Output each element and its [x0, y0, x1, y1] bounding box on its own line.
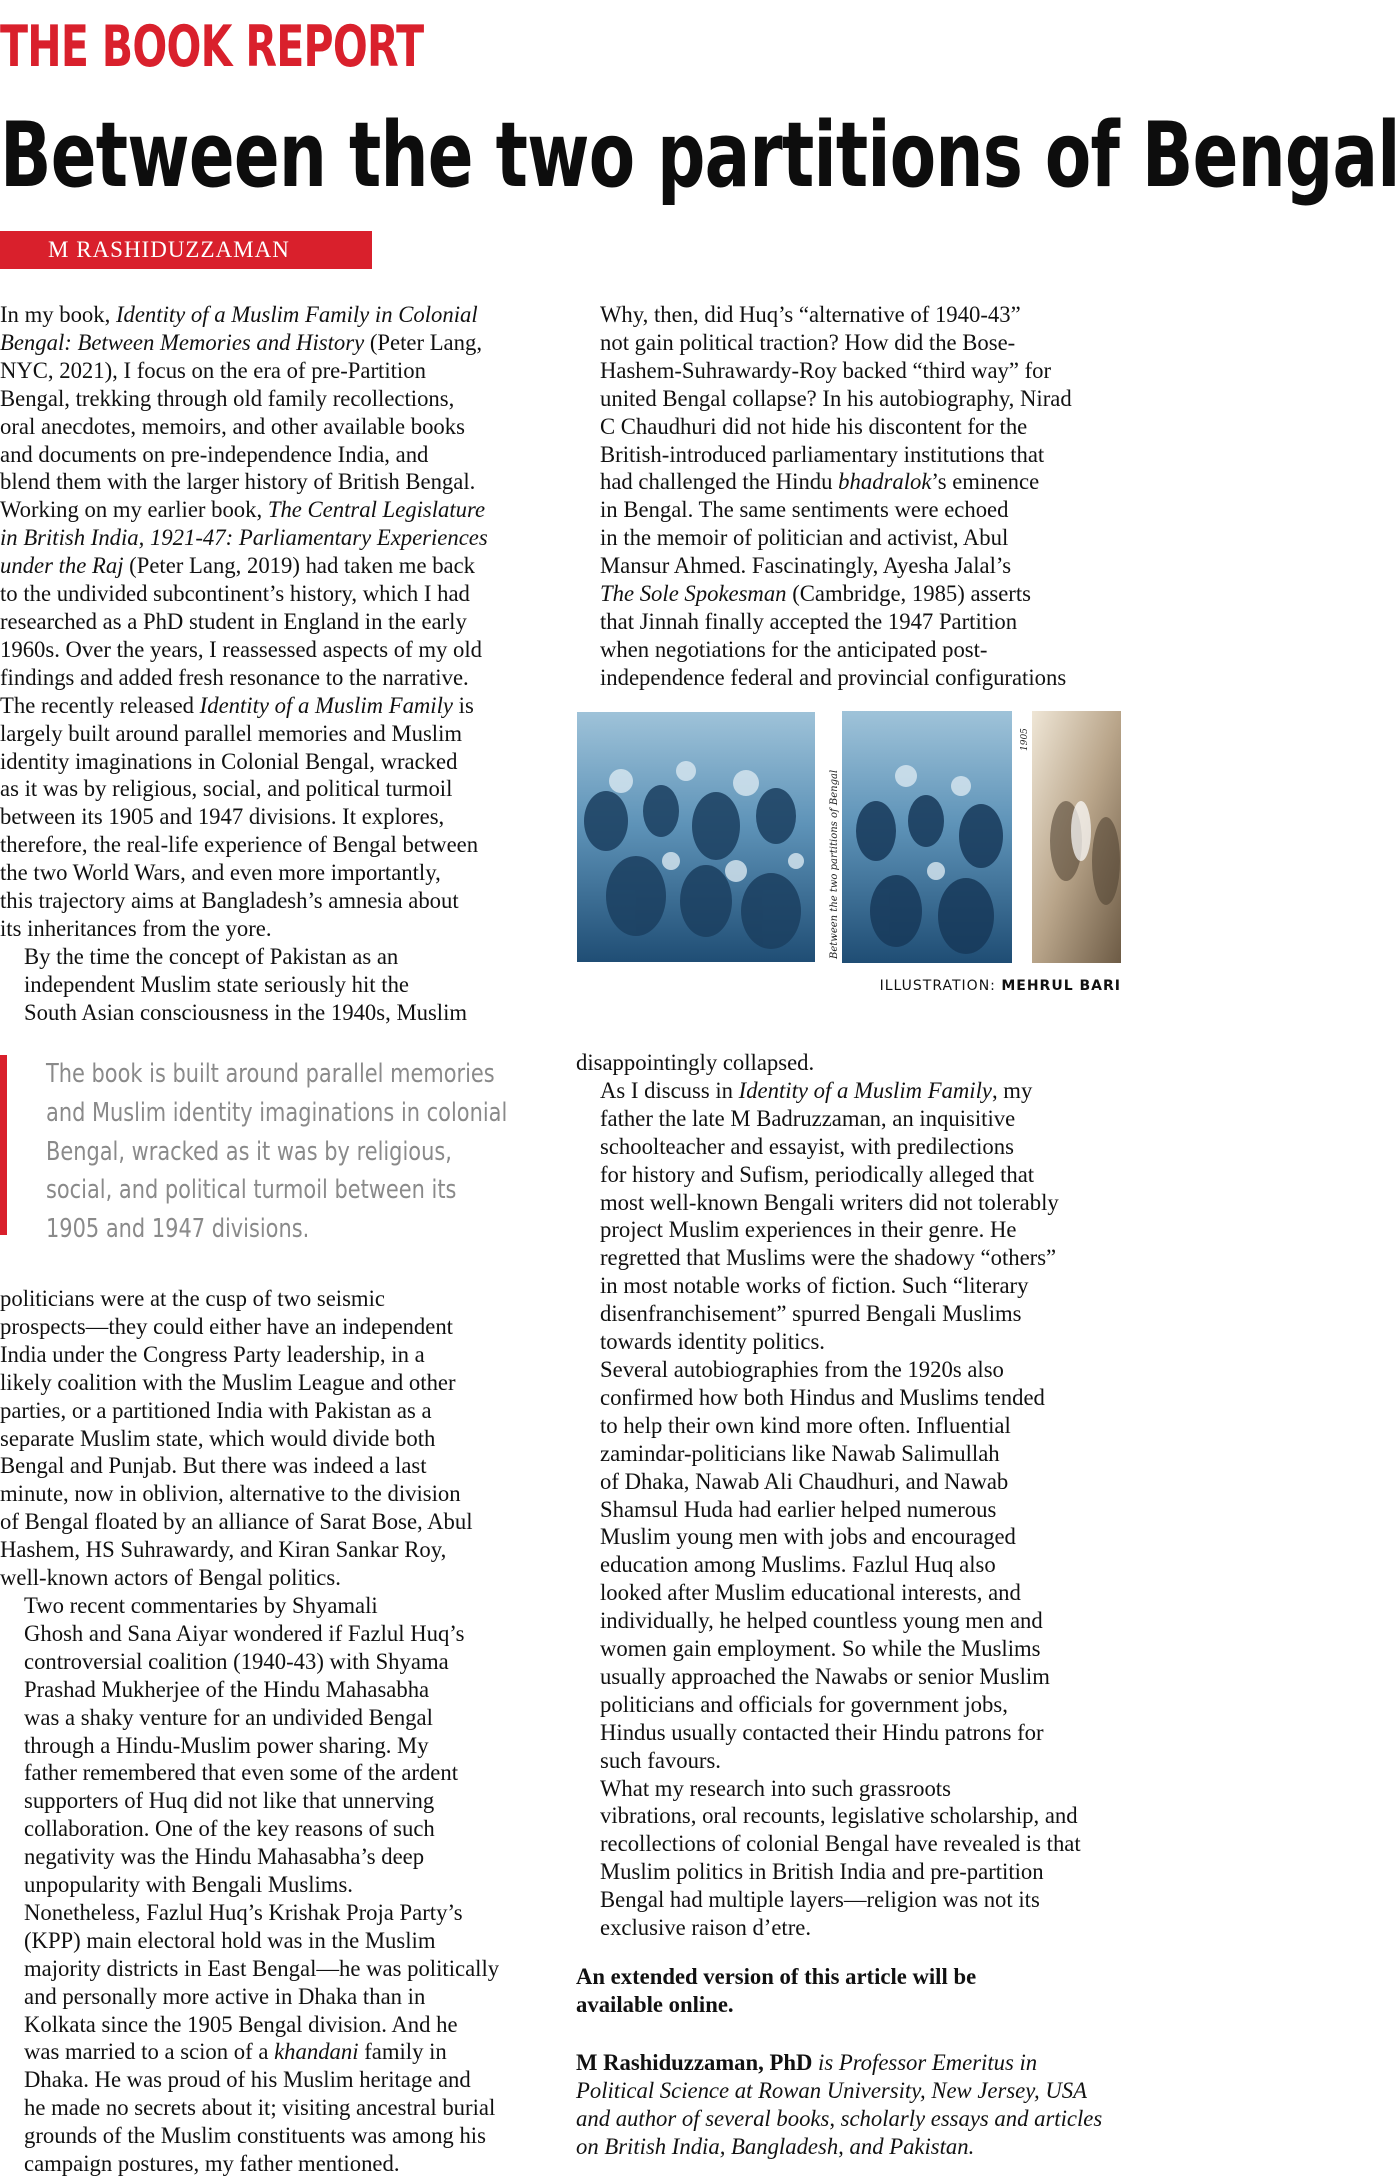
text-line — [576, 1161, 1121, 1189]
extended-version-note — [576, 1963, 1121, 2019]
text-run: to help their own kind more often. Influential — [600, 1412, 1011, 1438]
text-line — [0, 720, 548, 748]
text-line — [0, 329, 548, 357]
text-run: schoolteacher and essayist, with predilections — [600, 1133, 1014, 1159]
text-run: India under the Congress Party leadership, in a — [0, 1341, 425, 1367]
text-line — [576, 1523, 1121, 1551]
text-run: campaign postures, my father mentioned. — [24, 2151, 400, 2177]
text-line — [576, 524, 1121, 552]
text-line — [0, 441, 548, 469]
text-run: grounds of the Muslim constituents was among his — [24, 2123, 486, 2149]
text-run: as it was by religious, social, and political turmoil — [0, 776, 453, 802]
text-run: Muslim young men with jobs and encouraged — [600, 1524, 1016, 1550]
illustration-spine-text-2: 1905 — [1020, 728, 1030, 751]
text-run: vibrations, oral recounts, legislative scholarship, and — [600, 1803, 1078, 1829]
paragraph — [576, 301, 1121, 692]
text-line — [0, 1285, 548, 1313]
text-run: (KPP) main electoral hold was in the Muslim — [24, 1927, 436, 1953]
body-column-left-bottom — [0, 1285, 548, 2178]
text-run: 1960s. Over the years, I reassessed aspects of my old — [0, 636, 482, 662]
text-run: regretted that Muslims were the shadowy “others” — [600, 1245, 1057, 1271]
text-run: likely coalition with the Muslim League and other — [0, 1369, 456, 1395]
illustration-image — [576, 711, 1121, 963]
text-line — [576, 468, 1121, 496]
text-run: politicians and officials for government jobs, — [600, 1691, 1008, 1717]
text-line — [576, 1468, 1121, 1496]
text-line — [576, 496, 1121, 524]
text-line — [576, 1328, 1121, 1356]
text-line — [576, 1663, 1121, 1691]
text-line — [576, 329, 1121, 357]
paragraph — [576, 1356, 1121, 1775]
text-line — [0, 692, 548, 720]
text-line — [0, 748, 548, 776]
text-line — [576, 385, 1121, 413]
text-run: the two World Wars, and even more importantly, — [0, 860, 441, 886]
text-line — [576, 1412, 1121, 1440]
italic-title: Identity of a Muslim Family — [199, 692, 453, 718]
text-run: this trajectory aims at Bangladesh’s amnesia about — [0, 888, 459, 914]
text-run: father the late M Badruzzaman, an inquisitive — [600, 1105, 1016, 1131]
text-run: usually approached the Nawabs or senior Muslim — [600, 1663, 1050, 1689]
italic-title: under the Raj — [0, 553, 124, 579]
text-line — [0, 1871, 548, 1899]
author-bio-text: is Professor Emeritus in — [812, 2050, 1038, 2075]
text-run: had challenged the Hindu — [600, 469, 839, 495]
article-headline: Between the two partitions of Bengal — [0, 103, 1400, 208]
text-run: Prashad Mukherjee of the Hindu Mahasabha — [24, 1676, 430, 1702]
text-run: Mansur Ahmed. Fascinatingly, Ayesha Jalal’s — [600, 553, 1012, 579]
text-line — [0, 636, 548, 664]
illustration-credit-label: ILLUSTRATION: — [879, 978, 996, 994]
paragraph — [576, 1775, 1121, 1942]
text-run: Ghosh and Sana Aiyar wondered if Fazlul Huq’s — [24, 1620, 465, 1646]
text-line — [576, 1105, 1121, 1133]
text-run: Working on my earlier book, — [0, 497, 268, 523]
text-run: to the undivided subcontinent’s history, which I had — [0, 581, 470, 607]
text-line — [576, 1607, 1121, 1635]
author-bio-text: Political Science at Rowan University, New Jersey, USA — [576, 2077, 1087, 2103]
text-line — [576, 1858, 1121, 1886]
text-line — [0, 468, 548, 496]
text-run: Several autobiographies from the 1920s also — [600, 1356, 1004, 1382]
text-line — [0, 775, 548, 803]
text-run: confirmed how both Hindus and Muslims tended — [600, 1384, 1045, 1410]
author-bio-text: on British India, Bangladesh, and Pakistan. — [576, 2133, 975, 2159]
text-line — [0, 971, 548, 999]
italic-title: in British India, 1921-47: Parliamentary Experiences — [0, 525, 488, 551]
author-bio-name: M Rashiduzzaman, PhD — [576, 2050, 813, 2075]
text-run: negativity was the Hindu Mahasabha’s deep — [24, 1844, 425, 1870]
italic-title: The Sole Spokesman — [600, 581, 787, 607]
text-line — [576, 552, 1121, 580]
text-line — [576, 1914, 1121, 1942]
text-run: In my book, — [0, 302, 116, 327]
text-run: politicians were at the cusp of two seismic — [0, 1286, 385, 1311]
pull-quote-line: The book is built around parallel memories — [46, 1059, 495, 1089]
text-run: oral anecdotes, memoirs, and other available books — [0, 413, 465, 439]
text-run: in the memoir of politician and activist, Abul — [600, 525, 1009, 551]
text-run: largely built around parallel memories and Muslim — [0, 720, 463, 746]
text-run: , my — [991, 1077, 1033, 1103]
text-run: such favours. — [600, 1747, 721, 1773]
text-line — [576, 1356, 1121, 1384]
text-line — [0, 1397, 548, 1425]
body-column-right-top — [576, 301, 1121, 692]
text-run: zamindar-politicians like Nawab Salimullah — [600, 1440, 1000, 1466]
text-line — [0, 1787, 548, 1815]
text-line — [0, 1843, 548, 1871]
illustration-credit — [880, 978, 1121, 994]
text-run: prospects—they could either have an independent — [0, 1313, 453, 1339]
text-line — [576, 608, 1121, 636]
italic-title: Identity of a Muslim Family — [738, 1077, 992, 1103]
text-line — [576, 1189, 1121, 1217]
text-line — [0, 1425, 548, 1453]
text-run: As I discuss in — [600, 1077, 739, 1103]
text-line — [576, 1440, 1121, 1468]
text-line — [576, 1496, 1121, 1524]
note-line: An extended version of this article will be — [576, 1964, 977, 1989]
italic-title: Identity of a Muslim Family in Colonial — [115, 302, 478, 327]
text-line — [0, 943, 548, 971]
text-line — [0, 580, 548, 608]
text-run: Why, then, did Huq’s “alternative of 1940-43” — [600, 302, 1021, 327]
text-run: Hashem-Suhrawardy-Roy backed “third way” for — [600, 357, 1052, 383]
pull-quote-bar — [0, 1055, 7, 1235]
text-run: therefore, the real-life experience of Bengal between — [0, 832, 479, 858]
text-run: Hashem, HS Suhrawardy, and Kiran Sankar Roy, — [0, 1537, 447, 1563]
pull-quote-line: social, and political turmoil between its — [46, 1175, 457, 1206]
paragraph — [0, 1592, 548, 1899]
text-run: in Bengal. The same sentiments were echoed — [600, 497, 1009, 523]
text-line — [0, 2011, 548, 2039]
text-run: (Cambridge, 1985) asserts — [786, 581, 1031, 607]
text-run: unpopularity with Bengali Muslims. — [24, 1872, 353, 1898]
text-run: Shamsul Huda had earlier helped numerous — [600, 1496, 997, 1522]
text-run: controversial coalition (1940-43) with Shyama — [24, 1648, 449, 1674]
text-run: family in — [358, 2039, 447, 2065]
text-line — [0, 1313, 548, 1341]
text-line — [576, 1886, 1121, 1914]
paragraph — [0, 1285, 548, 1592]
text-run: Hindus usually contacted their Hindu patrons for — [600, 1719, 1044, 1745]
text-run: and personally more active in Dhaka than in — [24, 1983, 426, 2009]
text-run: The recently released — [0, 692, 200, 718]
text-line — [576, 1719, 1121, 1747]
text-run: that Jinnah finally accepted the 1947 Partition — [600, 608, 1018, 634]
text-run: recollections of colonial Bengal have revealed is that — [600, 1831, 1081, 1857]
text-line — [0, 524, 548, 552]
text-line — [576, 1300, 1121, 1328]
text-line — [576, 1384, 1121, 1412]
text-run: Dhaka. He was proud of his Muslim heritage and — [24, 2067, 471, 2093]
pull-quote-text — [46, 1055, 507, 1249]
italic-title: Bengal: Between Memories and History — [0, 329, 365, 355]
text-run: Two recent commentaries by Shyamali — [24, 1592, 378, 1618]
text-line — [576, 664, 1121, 692]
text-run: independent Muslim state seriously hit the — [24, 971, 410, 997]
text-run: disappointingly collapsed. — [576, 1050, 815, 1075]
text-run: was married to a scion of a — [24, 2039, 275, 2065]
text-line — [0, 803, 548, 831]
text-run: when negotiations for the anticipated post- — [600, 636, 988, 662]
text-line — [576, 441, 1121, 469]
text-line — [0, 301, 548, 329]
text-line — [0, 915, 548, 943]
text-run: education among Muslims. Fazlul Huq also — [600, 1552, 996, 1578]
text-run: independence federal and provincial configurations — [600, 664, 1067, 690]
text-run: project Muslim experiences in their genre. He — [600, 1217, 1017, 1243]
text-run: parties, or a partitioned India with Pakistan as a — [0, 1397, 432, 1423]
text-line — [576, 636, 1121, 664]
text-line — [576, 1747, 1121, 1775]
text-run: ’s eminence — [931, 469, 1040, 495]
text-run: united Bengal collapse? In his autobiography, Nirad — [600, 385, 1072, 411]
text-line — [0, 1508, 548, 1536]
text-run: for history and Sufism, periodically alleged that — [600, 1161, 1035, 1187]
text-line — [0, 999, 548, 1027]
text-line — [576, 1802, 1121, 1830]
paragraph — [576, 1049, 1121, 1077]
text-line — [0, 608, 548, 636]
text-run: is — [452, 692, 474, 718]
text-run: Bengal, trekking through old family recollections, — [0, 385, 455, 411]
text-line — [0, 1620, 548, 1648]
paragraph — [576, 1077, 1121, 1356]
text-run: NYC, 2021), I focus on the era of pre-Partition — [0, 357, 426, 383]
text-run: Kolkata since the 1905 Bengal division. And he — [24, 2011, 458, 2037]
text-line — [576, 1216, 1121, 1244]
text-run: most well-known Bengali writers did not tolerably — [600, 1189, 1059, 1215]
text-line — [576, 301, 1121, 329]
text-line — [576, 1775, 1121, 1803]
text-line — [0, 2150, 548, 2178]
text-run: collaboration. One of the key reasons of such — [24, 1816, 435, 1842]
text-run: he made no secrets about it; visiting ancestral burial — [24, 2095, 496, 2121]
text-line — [0, 496, 548, 524]
text-run: majority districts in East Bengal—he was politically — [24, 1955, 500, 1981]
text-line — [0, 831, 548, 859]
illustration-credit-name: MEHRUL BARI — [1001, 978, 1121, 994]
book-illustration — [576, 711, 1121, 963]
text-line — [0, 552, 548, 580]
text-run: father remembered that even some of the ardent — [24, 1760, 459, 1786]
text-run: supporters of Huq did not like that unnerving — [24, 1788, 435, 1814]
text-line — [576, 1691, 1121, 1719]
text-run: South Asian consciousness in the 1940s, Muslim — [24, 999, 468, 1025]
italic-title: bhadralok — [838, 469, 932, 495]
pull-quote-line: 1905 and 1947 divisions. — [46, 1214, 310, 1245]
text-line — [576, 580, 1121, 608]
body-column-left-top — [0, 301, 548, 1027]
text-line — [576, 1551, 1121, 1579]
text-run: minute, now in oblivion, alternative to the division — [0, 1481, 461, 1507]
text-line — [0, 664, 548, 692]
author-bio — [576, 2049, 1121, 2161]
text-line — [576, 1244, 1121, 1272]
text-line — [0, 413, 548, 441]
text-line — [0, 1815, 548, 1843]
text-run: of Dhaka, Nawab Ali Chaudhuri, and Nawab — [600, 1468, 1009, 1494]
text-line — [576, 357, 1121, 385]
text-line — [0, 1759, 548, 1787]
text-line — [0, 1899, 548, 1927]
text-line — [0, 385, 548, 413]
text-line — [576, 1830, 1121, 1858]
text-run: of Bengal floated by an alliance of Sarat Bose, Abul — [0, 1509, 473, 1535]
pull-quote-line: and Muslim identity imaginations in colonial — [46, 1097, 508, 1128]
text-run: was a shaky venture for an undivided Bengal — [24, 1704, 433, 1730]
text-run: well-known actors of Bengal politics. — [0, 1565, 341, 1591]
text-run: Nonetheless, Fazlul Huq’s Krishak Proja Party’s — [24, 1899, 463, 1925]
text-line — [576, 1272, 1121, 1300]
text-line — [576, 1635, 1121, 1663]
text-line — [0, 1732, 548, 1760]
text-run: separate Muslim state, which would divide both — [0, 1425, 436, 1451]
pull-quote-line: Bengal, wracked as it was by religious, — [46, 1136, 452, 1167]
italic-title: khandani — [274, 2039, 359, 2065]
text-run: By the time the concept of Pakistan as an — [24, 943, 399, 969]
paragraph — [0, 1899, 548, 2178]
author-byline: M RASHIDUZZAMAN — [0, 231, 372, 269]
text-line — [0, 1648, 548, 1676]
text-run: its inheritances from the yore. — [0, 915, 272, 941]
text-run: individually, he helped countless young men and — [600, 1608, 1043, 1634]
text-line — [576, 1579, 1121, 1607]
text-line — [0, 1704, 548, 1732]
text-run: identity imaginations in Colonial Bengal, wracked — [0, 748, 458, 774]
text-line — [0, 2094, 548, 2122]
text-run: Muslim politics in British India and pre-partition — [600, 1859, 1044, 1885]
text-line — [576, 1133, 1121, 1161]
text-run: Bengal had multiple layers—religion was not its — [600, 1887, 1040, 1913]
text-run: exclusive raison d’etre. — [600, 1915, 812, 1941]
text-run: women gain employment. So while the Muslims — [600, 1636, 1041, 1662]
text-line — [0, 1480, 548, 1508]
text-run: (Peter Lang, 2019) had taken me back — [123, 553, 476, 579]
pull-quote — [0, 1055, 548, 1245]
text-run: What my research into such grassroots — [600, 1775, 951, 1801]
text-run: blend them with the larger history of British Bengal. — [0, 469, 476, 495]
text-line — [0, 2066, 548, 2094]
section-kicker: THE BOOK REPORT — [0, 14, 424, 80]
text-line — [576, 1049, 1121, 1077]
text-line — [0, 887, 548, 915]
text-run: findings and added fresh resonance to the narrative. — [0, 664, 469, 690]
text-run: not gain political traction? How did the Bose- — [600, 329, 1016, 355]
text-run: C Chaudhuri did not hide his discontent for the — [600, 413, 1028, 439]
text-line — [0, 1927, 548, 1955]
text-line — [0, 1955, 548, 1983]
text-run: looked after Muslim educational interests, and — [600, 1580, 1021, 1606]
body-column-right-bottom — [576, 1049, 1121, 1942]
text-line — [0, 1676, 548, 1704]
text-line — [0, 1536, 548, 1564]
text-line — [0, 859, 548, 887]
text-line — [576, 1077, 1121, 1105]
text-line — [0, 1369, 548, 1397]
text-line — [0, 1341, 548, 1369]
text-run: in most notable works of fiction. Such “literary — [600, 1273, 1029, 1299]
author-bio-text: and author of several books, scholarly essays and articles — [576, 2105, 1103, 2131]
text-run: Bengal and Punjab. But there was indeed a last — [0, 1453, 427, 1479]
text-run: disenfranchisement” spurred Bengali Muslims — [600, 1301, 1022, 1327]
paragraph — [0, 301, 548, 943]
text-run: towards identity politics. — [600, 1329, 825, 1355]
text-line — [0, 1983, 548, 2011]
text-line — [0, 1592, 548, 1620]
text-run: British-introduced parliamentary institutions that — [600, 441, 1045, 467]
text-line — [0, 1452, 548, 1480]
text-run: researched as a PhD student in England in the early — [0, 608, 467, 634]
italic-title: The Central Legislature — [267, 497, 486, 523]
illustration-spine-text: Between the two partitions of Bengal — [829, 769, 840, 959]
paragraph — [0, 943, 548, 1027]
text-run: (Peter Lang, — [364, 329, 482, 355]
text-run: and documents on pre-independence India, and — [0, 441, 429, 467]
text-line — [576, 413, 1121, 441]
note-line: available online. — [576, 1991, 734, 2017]
text-line — [0, 357, 548, 385]
text-line — [0, 1564, 548, 1592]
text-line — [0, 2122, 548, 2150]
text-run: through a Hindu-Muslim power sharing. My — [24, 1732, 429, 1758]
text-line — [0, 2038, 548, 2066]
text-run: between its 1905 and 1947 divisions. It explores, — [0, 804, 445, 830]
